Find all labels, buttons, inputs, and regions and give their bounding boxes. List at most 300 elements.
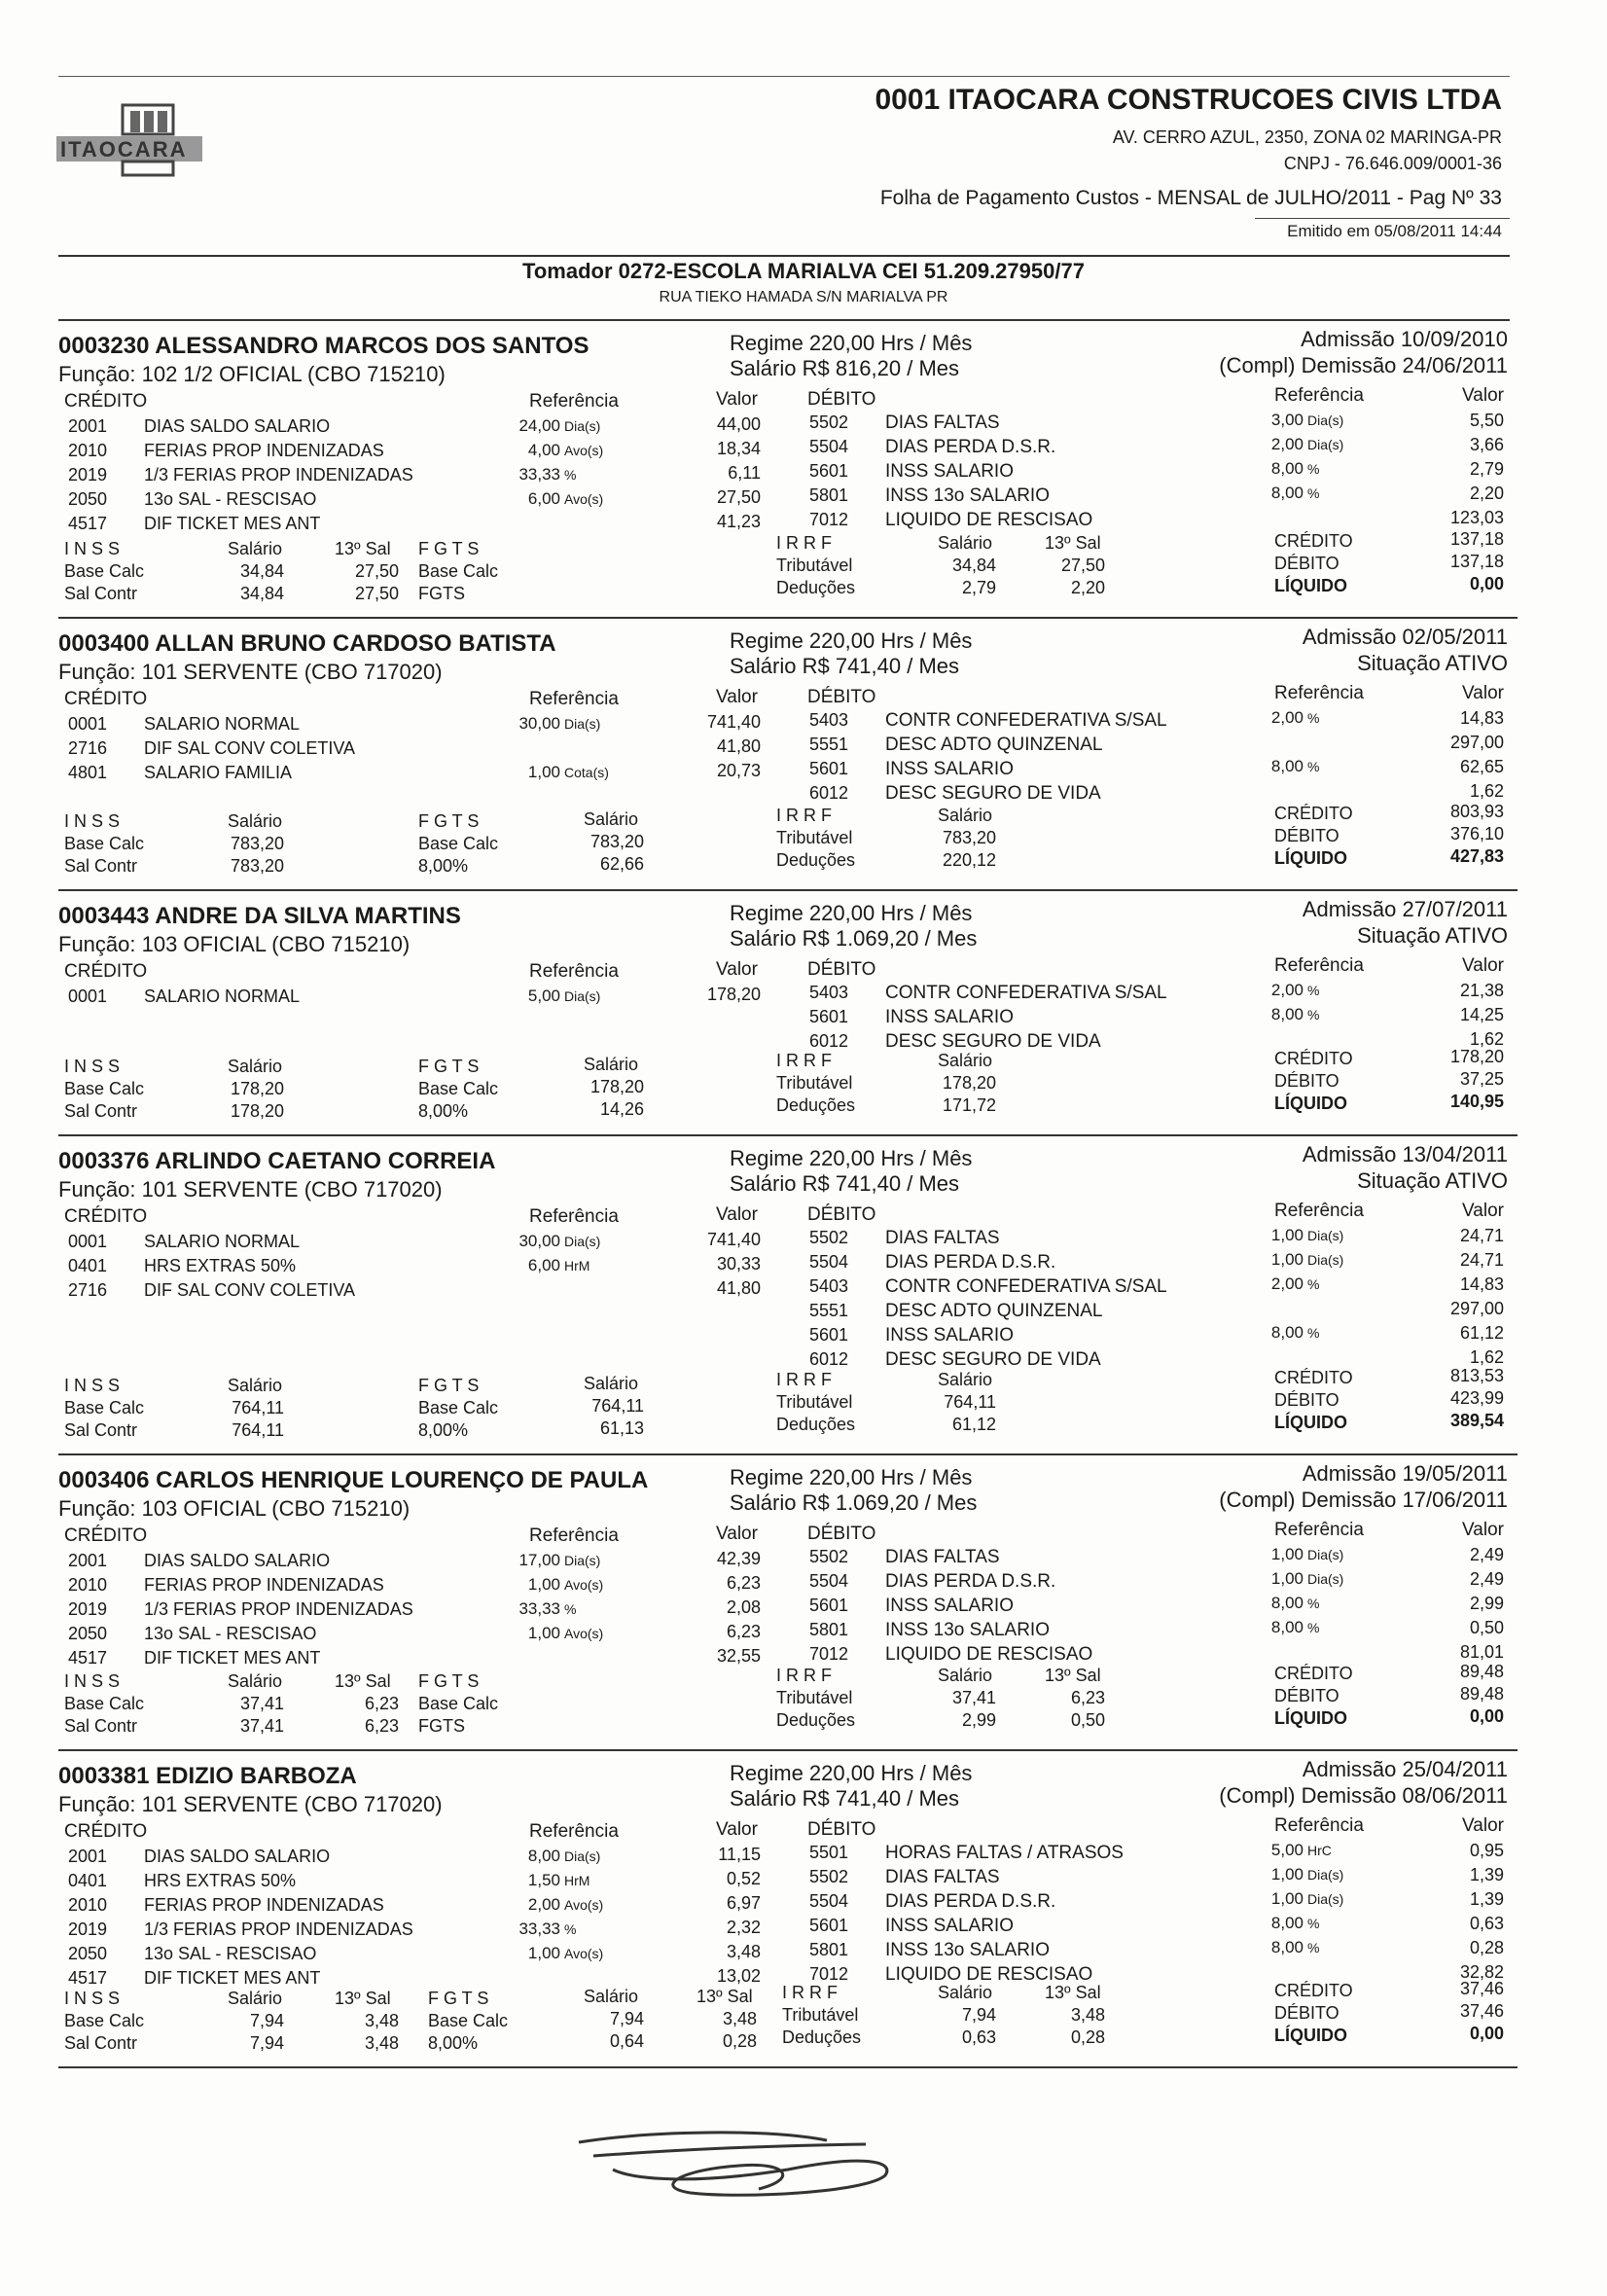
credit-value-header: Valor bbox=[716, 959, 758, 980]
irrf-deducoes-label: Deduções bbox=[776, 1415, 856, 1434]
debit-unit: % bbox=[1307, 1007, 1320, 1022]
employee-block bbox=[58, 325, 1518, 619]
credit-reference: 30,00 bbox=[518, 714, 560, 733]
credit-unit: Cota(s) bbox=[564, 765, 609, 780]
irrf-salary-header: Salário bbox=[938, 533, 993, 553]
debit-value: 1,62 bbox=[1469, 781, 1504, 801]
fgts-salary-header: Salário bbox=[584, 809, 639, 829]
inss-salary-header: Salário bbox=[228, 1057, 283, 1076]
total-credit-value: 178,20 bbox=[1449, 1047, 1504, 1066]
debit-ref-header: Referência bbox=[1274, 1201, 1364, 1221]
credit-header: CRÉDITO bbox=[64, 1206, 148, 1227]
debit-value: 2,49 bbox=[1469, 1569, 1504, 1589]
top-rule bbox=[58, 76, 1510, 77]
irrf-ded-salary: 220,12 bbox=[942, 850, 996, 870]
debit-reference: 1,00 bbox=[1270, 1889, 1303, 1908]
debit-code: 5801 bbox=[809, 485, 849, 505]
credit-unit: HrM bbox=[564, 1873, 590, 1888]
employee-separator bbox=[58, 1134, 1518, 1136]
debit-reference: 8,00 bbox=[1270, 484, 1303, 502]
fgts-base-label: Base Calc bbox=[418, 561, 499, 581]
total-credit-label: CRÉDITO bbox=[1274, 1368, 1353, 1387]
employee-salary: Salário R$ 741,40 / Mes bbox=[730, 1171, 960, 1196]
debit-value-header: Valor bbox=[1462, 955, 1504, 976]
credit-header: CRÉDITO bbox=[64, 689, 148, 709]
credit-description: DIF TICKET MES ANT bbox=[144, 1968, 321, 1988]
debit-unit: Dia(s) bbox=[1307, 1891, 1344, 1907]
irrf-ded-13: 0,50 bbox=[1070, 1710, 1105, 1730]
employee-function: Função: 101 SERVENTE (CBO 717020) bbox=[58, 1177, 443, 1202]
credit-unit: Avo(s) bbox=[564, 443, 604, 458]
debit-code: 7012 bbox=[809, 1964, 849, 1984]
irrf-trib-salary: 764,11 bbox=[944, 1392, 996, 1412]
debit-value: 297,00 bbox=[1449, 1299, 1504, 1318]
irrf-label: I R R F bbox=[782, 1983, 838, 2002]
debit-code: 5403 bbox=[809, 983, 849, 1002]
credit-description: 1/3 FERIAS PROP INDENIZADAS bbox=[144, 1919, 413, 1939]
fgts-base-label: Base Calc bbox=[428, 2011, 509, 2030]
company-cnpj: CNPJ - 76.646.009/0001-36 bbox=[1283, 154, 1502, 173]
credit-reference: 2,00 bbox=[527, 1895, 560, 1914]
credit-unit: Dia(s) bbox=[564, 988, 601, 1004]
employee-name: 0003381 EDIZIO BARBOZA bbox=[58, 1763, 357, 1789]
credit-unit: Dia(s) bbox=[564, 418, 601, 434]
credit-code: 2050 bbox=[68, 1624, 108, 1643]
irrf-trib-salary: 37,41 bbox=[951, 1688, 996, 1707]
debit-header: DÉBITO bbox=[807, 1524, 876, 1544]
employee-function: Função: 102 1/2 OFICIAL (CBO 715210) bbox=[58, 362, 446, 386]
inss-base-salary: 34,84 bbox=[239, 561, 284, 581]
debit-value: 297,00 bbox=[1449, 733, 1504, 752]
irrf-deducoes-label: Deduções bbox=[776, 1710, 856, 1730]
employee-admission: Admissão 13/04/2011 bbox=[1302, 1142, 1508, 1166]
credit-unit: % bbox=[564, 467, 577, 483]
fgts-label: F G T S bbox=[418, 811, 480, 831]
employee-admission: Admissão 27/07/2011 bbox=[1302, 897, 1508, 921]
debit-code: 7012 bbox=[809, 1644, 849, 1664]
irrf-label: I R R F bbox=[776, 533, 832, 553]
total-net-value: 0,00 bbox=[1469, 2024, 1504, 2043]
credit-description: HRS EXTRAS 50% bbox=[144, 1871, 297, 1890]
credit-code: 4517 bbox=[68, 1648, 108, 1668]
debit-unit: % bbox=[1307, 759, 1320, 774]
irrf-trib-salary: 783,20 bbox=[942, 828, 996, 847]
inss-salary-header: Salário bbox=[228, 1376, 283, 1395]
credit-value: 32,55 bbox=[716, 1646, 761, 1666]
irrf-13-header: 13º Sal bbox=[1045, 1666, 1101, 1685]
credit-description: DIF TICKET MES ANT bbox=[144, 514, 321, 533]
debit-value: 0,50 bbox=[1469, 1618, 1504, 1637]
credit-reference: 4,00 bbox=[527, 441, 560, 459]
company-name: 0001 ITAOCARA CONSTRUCOES CIVIS LTDA bbox=[875, 84, 1502, 116]
sal-contr-label: Sal Contr bbox=[64, 856, 138, 876]
inss-base-13: 27,50 bbox=[354, 561, 399, 581]
irrf-label: I R R F bbox=[776, 806, 832, 825]
debit-value: 2,49 bbox=[1469, 1545, 1504, 1564]
fgts-pct-label: 8,00% bbox=[428, 2033, 479, 2053]
employee-status: (Compl) Demissão 17/06/2011 bbox=[1219, 1488, 1508, 1512]
irrf-salary-header: Salário bbox=[938, 1983, 993, 2002]
employee-function: Função: 103 OFICIAL (CBO 715210) bbox=[58, 1496, 411, 1521]
debit-description: DESC SEGURO DE VIDA bbox=[885, 783, 1101, 804]
fgts-13-base: 3,48 bbox=[722, 2009, 757, 2028]
debit-code: 6012 bbox=[809, 1031, 849, 1051]
credit-reference: 33,33 bbox=[518, 1599, 560, 1618]
debit-description: DESC SEGURO DE VIDA bbox=[885, 1349, 1101, 1370]
debit-reference: 1,00 bbox=[1270, 1545, 1303, 1563]
debit-code: 5601 bbox=[809, 759, 849, 778]
employee-status: Situação ATIVO bbox=[1357, 651, 1508, 675]
base-calc-label: Base Calc bbox=[64, 561, 145, 581]
fgts-pct-label: 8,00% bbox=[418, 1420, 469, 1440]
employee-admission: Admissão 10/09/2010 bbox=[1301, 327, 1508, 351]
credit-description: 13o SAL - RESCISAO bbox=[144, 489, 317, 509]
debit-description: DIAS FALTAS bbox=[885, 1228, 1000, 1248]
debit-code: 5801 bbox=[809, 1620, 849, 1639]
inss-contr-salary: 34,84 bbox=[239, 584, 284, 603]
credit-unit: Dia(s) bbox=[564, 1848, 601, 1864]
debit-value: 14,83 bbox=[1459, 708, 1504, 728]
credit-unit: Avo(s) bbox=[564, 1897, 604, 1913]
irrf-trib-13: 6,23 bbox=[1070, 1688, 1105, 1707]
credit-description: SALARIO NORMAL bbox=[144, 987, 301, 1006]
debit-reference: 8,00 bbox=[1270, 1618, 1303, 1636]
employee-salary: Salário R$ 1.069,20 / Mes bbox=[730, 1490, 978, 1515]
employee-admission: Admissão 02/05/2011 bbox=[1302, 625, 1508, 649]
inss-label: I N S S bbox=[64, 539, 121, 558]
credit-value: 13,02 bbox=[716, 1966, 761, 1986]
employee-function: Função: 101 SERVENTE (CBO 717020) bbox=[58, 660, 443, 684]
inss-contr-salary: 37,41 bbox=[239, 1716, 284, 1736]
credit-description: DIF SAL CONV COLETIVA bbox=[144, 1280, 356, 1300]
credit-description: 1/3 FERIAS PROP INDENIZADAS bbox=[144, 465, 413, 484]
total-debit-value: 37,46 bbox=[1459, 2001, 1504, 2021]
credit-value: 0,52 bbox=[726, 1869, 761, 1888]
sal-contr-label: Sal Contr bbox=[64, 1716, 138, 1736]
credit-value: 2,08 bbox=[726, 1597, 761, 1617]
employee-status: (Compl) Demissão 24/06/2011 bbox=[1219, 353, 1508, 377]
debit-unit: Dia(s) bbox=[1307, 1228, 1344, 1243]
sal-contr-label: Sal Contr bbox=[64, 1101, 138, 1121]
inss-contr-13: 6,23 bbox=[364, 1716, 399, 1736]
irrf-ded-salary: 61,12 bbox=[951, 1415, 996, 1434]
tomador-rule bbox=[58, 319, 1510, 321]
total-debit-label: DÉBITO bbox=[1274, 554, 1339, 573]
debit-value: 24,71 bbox=[1459, 1226, 1504, 1245]
credit-value-header: Valor bbox=[716, 1524, 758, 1544]
debit-value: 2,20 bbox=[1469, 484, 1504, 503]
debit-unit: Dia(s) bbox=[1307, 413, 1344, 428]
debit-code: 5601 bbox=[809, 1916, 849, 1935]
debit-value: 1,39 bbox=[1469, 1865, 1504, 1884]
total-credit-value: 803,93 bbox=[1449, 802, 1504, 821]
company-address: AV. CERRO AZUL, 2350, ZONA 02 MARINGA-PR bbox=[1112, 127, 1502, 147]
employee-salary: Salário R$ 1.069,20 / Mes bbox=[730, 926, 978, 951]
debit-description: INSS SALARIO bbox=[885, 1596, 1014, 1616]
tomador-title: Tomador 0272-ESCOLA MARIALVA CEI 51.209.27950/77 bbox=[522, 259, 1085, 283]
fgts-base-value: 783,20 bbox=[589, 832, 644, 851]
credit-code: 0001 bbox=[68, 714, 108, 734]
fgts-base-value: 7,94 bbox=[609, 2009, 644, 2028]
irrf-ded-salary: 171,72 bbox=[942, 1095, 996, 1115]
irrf-salary-header: Salário bbox=[938, 1370, 993, 1389]
debit-unit: Dia(s) bbox=[1307, 1867, 1344, 1883]
debit-description: LIQUIDO DE RESCISAO bbox=[885, 510, 1093, 530]
debit-reference: 8,00 bbox=[1270, 459, 1303, 478]
irrf-deducoes-label: Deduções bbox=[776, 1095, 856, 1115]
irrf-trib-13: 27,50 bbox=[1060, 556, 1105, 575]
debit-description: INSS 13o SALARIO bbox=[885, 1940, 1050, 1960]
debit-value: 2,99 bbox=[1469, 1594, 1504, 1613]
debit-reference: 8,00 bbox=[1270, 1914, 1303, 1932]
logo-text: ITAOCARA bbox=[60, 137, 188, 161]
base-calc-label: Base Calc bbox=[64, 2011, 145, 2030]
debit-reference: 1,00 bbox=[1270, 1569, 1303, 1588]
base-calc-label: Base Calc bbox=[64, 1079, 145, 1098]
debit-code: 5551 bbox=[809, 735, 849, 754]
irrf-label: I R R F bbox=[776, 1370, 832, 1389]
credit-unit: % bbox=[564, 1601, 577, 1617]
irrf-label: I R R F bbox=[776, 1051, 832, 1070]
credit-code: 2001 bbox=[68, 416, 108, 436]
debit-unit: % bbox=[1307, 710, 1320, 726]
credit-ref-header: Referência bbox=[529, 391, 619, 412]
employee-salary: Salário R$ 816,20 / Mes bbox=[730, 356, 960, 380]
fgts-base-label: Base Calc bbox=[418, 1694, 499, 1713]
total-credit-label: CRÉDITO bbox=[1274, 1049, 1353, 1068]
credit-unit: Avo(s) bbox=[564, 491, 604, 507]
debit-description: CONTR CONFEDERATIVA S/SAL bbox=[885, 1276, 1167, 1297]
inss-label: I N S S bbox=[64, 1376, 121, 1395]
credit-code: 0401 bbox=[68, 1871, 108, 1890]
total-net-label: LÍQUIDO bbox=[1274, 576, 1347, 595]
credit-ref-header: Referência bbox=[529, 1206, 619, 1227]
debit-reference: 8,00 bbox=[1270, 1938, 1303, 1956]
debit-value-header: Valor bbox=[1462, 385, 1504, 406]
total-credit-label: CRÉDITO bbox=[1274, 1981, 1353, 2000]
irrf-ded-salary: 2,79 bbox=[961, 578, 996, 597]
credit-description: DIAS SALDO SALARIO bbox=[144, 1847, 331, 1866]
debit-code: 5601 bbox=[809, 1325, 849, 1345]
inss-base-salary: 764,11 bbox=[232, 1398, 284, 1417]
total-credit-value: 137,18 bbox=[1449, 529, 1504, 549]
credit-unit: HrM bbox=[564, 1258, 590, 1274]
debit-ref-header: Referência bbox=[1274, 385, 1364, 406]
total-debit-label: DÉBITO bbox=[1274, 1686, 1339, 1705]
fgts-base-label: Base Calc bbox=[418, 834, 499, 853]
fgts-pct-value: 14,26 bbox=[599, 1099, 644, 1119]
debit-description: INSS SALARIO bbox=[885, 1007, 1014, 1027]
credit-description: DIAS SALDO SALARIO bbox=[144, 1551, 331, 1570]
debit-header: DÉBITO bbox=[807, 1819, 876, 1840]
fgts-pct-label: 8,00% bbox=[418, 1101, 469, 1121]
fgts-base-label: Base Calc bbox=[418, 1079, 499, 1098]
total-debit-value: 37,25 bbox=[1459, 1069, 1504, 1089]
credit-value: 42,39 bbox=[716, 1549, 761, 1568]
debit-description: DIAS PERDA D.S.R. bbox=[885, 437, 1056, 457]
credit-value: 2,32 bbox=[726, 1918, 761, 1937]
debit-value: 21,38 bbox=[1459, 981, 1504, 1000]
irrf-trib-salary: 178,20 bbox=[942, 1073, 996, 1093]
debit-value: 61,12 bbox=[1459, 1323, 1504, 1343]
credit-header: CRÉDITO bbox=[64, 1525, 148, 1546]
inss-base-salary: 178,20 bbox=[230, 1079, 284, 1098]
irrf-trib-salary: 34,84 bbox=[951, 556, 996, 575]
total-net-value: 140,95 bbox=[1449, 1092, 1504, 1111]
irrf-ded-13: 0,28 bbox=[1070, 2027, 1105, 2047]
credit-header: CRÉDITO bbox=[64, 391, 148, 412]
debit-code: 5501 bbox=[809, 1843, 849, 1862]
debit-unit: % bbox=[1307, 1325, 1320, 1341]
credit-description: HRS EXTRAS 50% bbox=[144, 1256, 297, 1275]
debit-description: HORAS FALTAS / ATRASOS bbox=[885, 1843, 1124, 1863]
credit-code: 2716 bbox=[68, 1280, 108, 1300]
fgts-label: F G T S bbox=[418, 1057, 480, 1076]
credit-description: 13o SAL - RESCISAO bbox=[144, 1624, 317, 1643]
inss-contr-salary: 764,11 bbox=[232, 1420, 284, 1440]
total-net-value: 389,54 bbox=[1449, 1411, 1504, 1430]
debit-description: DIAS FALTAS bbox=[885, 1547, 1000, 1567]
debit-reference: 1,00 bbox=[1270, 1250, 1303, 1269]
credit-unit: Dia(s) bbox=[564, 716, 601, 732]
credit-value: 41,80 bbox=[716, 1278, 761, 1298]
credit-code: 2716 bbox=[68, 738, 108, 758]
irrf-tributavel-label: Tributável bbox=[782, 2005, 859, 2025]
debit-description: INSS 13o SALARIO bbox=[885, 485, 1050, 506]
total-debit-value: 423,99 bbox=[1449, 1388, 1504, 1408]
inss-contr-13: 3,48 bbox=[364, 2033, 399, 2053]
credit-code: 0001 bbox=[68, 1232, 108, 1251]
irrf-ded-13: 2,20 bbox=[1070, 578, 1105, 597]
sal-contr-label: Sal Contr bbox=[64, 584, 138, 603]
fgts-pct-value: 61,13 bbox=[599, 1418, 644, 1438]
debit-description: DESC SEGURO DE VIDA bbox=[885, 1031, 1101, 1052]
irrf-salary-header: Salário bbox=[938, 806, 993, 825]
employee-admission: Admissão 25/04/2011 bbox=[1302, 1757, 1508, 1781]
debit-ref-header: Referência bbox=[1274, 683, 1364, 703]
credit-description: DIAS SALDO SALARIO bbox=[144, 416, 331, 436]
debit-value: 81,01 bbox=[1459, 1642, 1504, 1662]
debit-code: 5504 bbox=[809, 1252, 849, 1272]
inss-salary-header: Salário bbox=[228, 1671, 283, 1691]
employee-separator bbox=[58, 889, 1518, 891]
total-debit-label: DÉBITO bbox=[1274, 1071, 1339, 1091]
debit-reference: 2,00 bbox=[1270, 435, 1303, 453]
debit-description: INSS 13o SALARIO bbox=[885, 1620, 1050, 1640]
fgts-pct-label: 8,00% bbox=[418, 856, 469, 876]
employee-admission: Admissão 19/05/2011 bbox=[1302, 1461, 1508, 1486]
debit-unit: Dia(s) bbox=[1307, 1571, 1344, 1587]
credit-reference: 1,50 bbox=[527, 1871, 560, 1889]
total-net-value: 0,00 bbox=[1469, 574, 1504, 593]
debit-value: 1,62 bbox=[1469, 1029, 1504, 1049]
credit-header: CRÉDITO bbox=[64, 1821, 148, 1842]
debit-reference: 2,00 bbox=[1270, 981, 1303, 999]
credit-value-header: Valor bbox=[716, 1204, 758, 1225]
debit-code: 5403 bbox=[809, 710, 849, 730]
credit-value: 44,00 bbox=[716, 414, 761, 434]
debit-description: INSS SALARIO bbox=[885, 1916, 1014, 1936]
credit-value-header: Valor bbox=[716, 389, 758, 410]
debit-code: 5403 bbox=[809, 1276, 849, 1296]
debit-reference: 5,00 bbox=[1270, 1841, 1303, 1859]
debit-reference: 3,00 bbox=[1270, 411, 1303, 429]
debit-reference: 2,00 bbox=[1270, 1274, 1303, 1293]
credit-code: 2050 bbox=[68, 1944, 108, 1963]
credit-unit: Avo(s) bbox=[564, 1626, 604, 1641]
employee-function: Função: 101 SERVENTE (CBO 717020) bbox=[58, 1792, 443, 1816]
credit-description: DIF SAL CONV COLETIVA bbox=[144, 738, 356, 758]
total-credit-value: 89,48 bbox=[1459, 1662, 1504, 1681]
debit-code: 5502 bbox=[809, 1867, 849, 1886]
payroll-title: Folha de Pagamento Custos - MENSAL de JULHO/2011 - Pag Nº 33 bbox=[879, 187, 1502, 209]
inss-base-salary: 7,94 bbox=[249, 2011, 284, 2030]
header-rule bbox=[58, 255, 1510, 257]
credit-description: FERIAS PROP INDENIZADAS bbox=[144, 441, 384, 460]
employee-name: 0003230 ALESSANDRO MARCOS DOS SANTOS bbox=[58, 333, 589, 359]
irrf-trib-salary: 7,94 bbox=[961, 2005, 996, 2025]
debit-header: DÉBITO bbox=[807, 687, 876, 707]
debit-value: 1,39 bbox=[1469, 1889, 1504, 1909]
debit-value: 3,66 bbox=[1469, 435, 1504, 454]
debit-description: DIAS PERDA D.S.R. bbox=[885, 1891, 1056, 1912]
debit-value: 0,28 bbox=[1469, 1938, 1504, 1957]
credit-code: 4517 bbox=[68, 514, 108, 533]
credit-description: 13o SAL - RESCISAO bbox=[144, 1944, 317, 1963]
credit-reference: 6,00 bbox=[527, 1256, 560, 1274]
employee-name: 0003376 ARLINDO CAETANO CORREIA bbox=[58, 1148, 496, 1174]
credit-value: 6,11 bbox=[728, 463, 761, 483]
employee-name: 0003400 ALLAN BRUNO CARDOSO BATISTA bbox=[58, 630, 556, 657]
credit-value: 3,48 bbox=[726, 1942, 761, 1961]
debit-reference: 1,00 bbox=[1270, 1226, 1303, 1244]
debit-reference: 8,00 bbox=[1270, 1005, 1303, 1023]
credit-unit: Avo(s) bbox=[564, 1946, 604, 1961]
credit-code: 2001 bbox=[68, 1551, 108, 1570]
fgts-label: F G T S bbox=[418, 539, 480, 558]
irrf-tributavel-label: Tributável bbox=[776, 828, 853, 847]
inss-label: I N S S bbox=[64, 1057, 121, 1076]
credit-code: 2010 bbox=[68, 1895, 108, 1915]
credit-code: 4801 bbox=[68, 763, 108, 782]
irrf-ded-salary: 2,99 bbox=[961, 1710, 996, 1730]
credit-unit: Dia(s) bbox=[564, 1553, 601, 1568]
credit-description: 1/3 FERIAS PROP INDENIZADAS bbox=[144, 1599, 413, 1619]
base-calc-label: Base Calc bbox=[64, 1694, 145, 1713]
inss-base-salary: 37,41 bbox=[239, 1694, 284, 1713]
total-debit-label: DÉBITO bbox=[1274, 1390, 1339, 1410]
employee-block bbox=[58, 623, 1518, 891]
total-net-label: LÍQUIDO bbox=[1274, 1413, 1347, 1432]
credit-ref-header: Referência bbox=[529, 689, 619, 709]
debit-code: 5502 bbox=[809, 1228, 849, 1247]
total-net-value: 0,00 bbox=[1469, 1706, 1504, 1726]
emitido-rule bbox=[1255, 218, 1510, 219]
sal-contr-label: Sal Contr bbox=[64, 2033, 138, 2053]
credit-unit: % bbox=[564, 1921, 577, 1937]
credit-value: 41,80 bbox=[716, 736, 761, 756]
employee-status: Situação ATIVO bbox=[1357, 923, 1508, 948]
employee-separator bbox=[58, 2066, 1518, 2068]
debit-code: 5601 bbox=[809, 1596, 849, 1615]
inss-base-salary: 783,20 bbox=[230, 834, 284, 853]
total-net-label: LÍQUIDO bbox=[1274, 2026, 1347, 2045]
total-debit-value: 89,48 bbox=[1459, 1684, 1504, 1704]
debit-code: 5801 bbox=[809, 1940, 849, 1959]
credit-value: 27,50 bbox=[716, 487, 761, 507]
credit-value: 11,15 bbox=[718, 1845, 761, 1864]
inss-contr-salary: 7,94 bbox=[249, 2033, 284, 2053]
